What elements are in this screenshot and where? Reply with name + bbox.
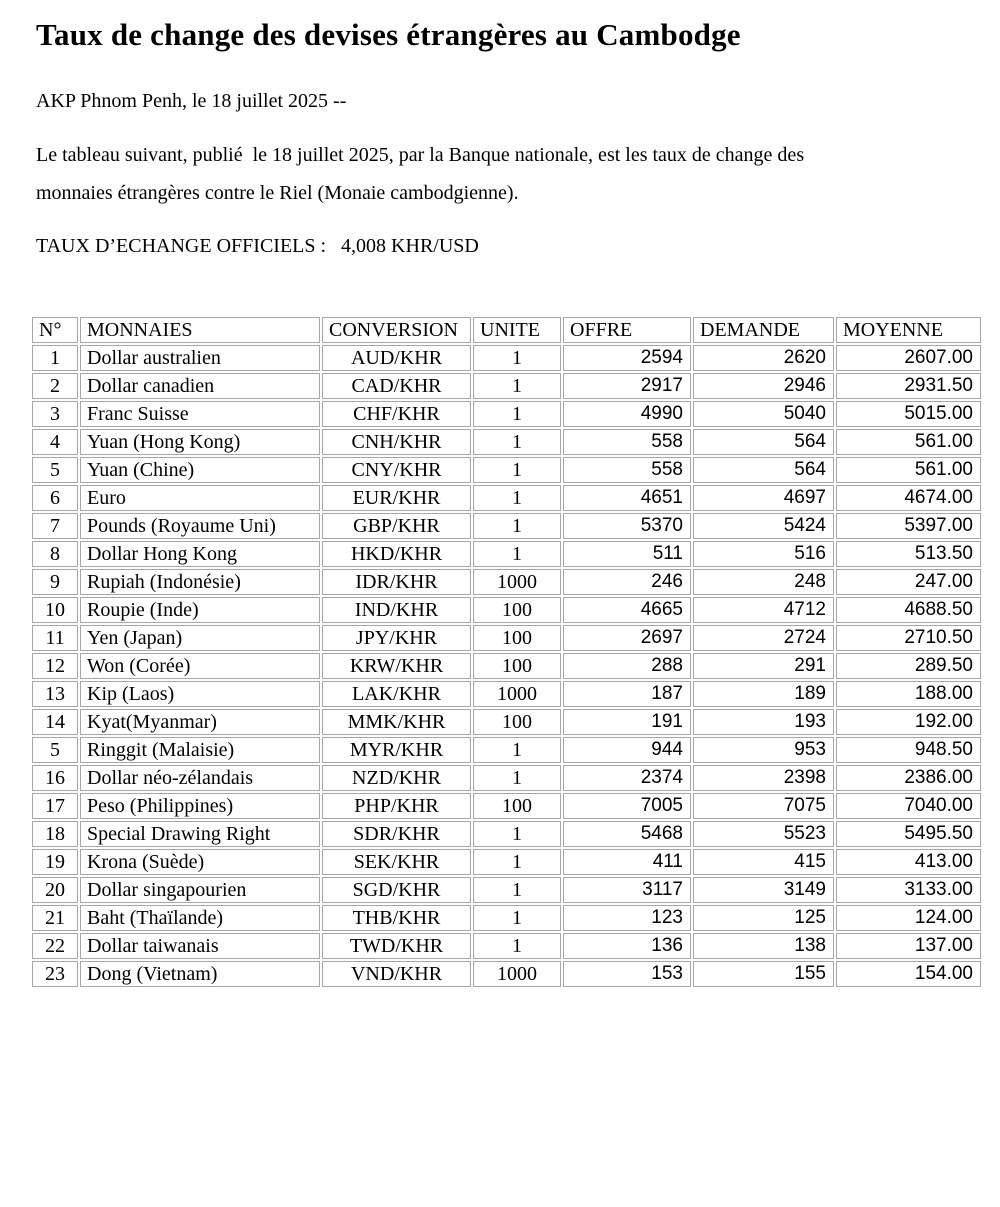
cell-average: 7040.00 <box>836 793 981 819</box>
cell-unit: 100 <box>473 709 561 735</box>
cell-conversion: CNH/KHR <box>322 429 471 455</box>
exchange-rates-table <box>30 315 983 989</box>
cell-offer: 2594 <box>563 345 691 371</box>
cell-average: 2607.00 <box>836 345 981 371</box>
cell-currency: Dollar néo-zélandais <box>80 765 320 791</box>
cell-currency: Dollar singapourien <box>80 877 320 903</box>
cell-currency: Ringgit (Malaisie) <box>80 737 320 763</box>
cell-conversion: SDR/KHR <box>322 821 471 847</box>
cell-demand: 5424 <box>693 513 834 539</box>
cell-no: 18 <box>32 821 78 847</box>
table-row <box>32 569 981 595</box>
cell-average: 5495.50 <box>836 821 981 847</box>
cell-unit: 1 <box>473 457 561 483</box>
cell-conversion: MMK/KHR <box>322 709 471 735</box>
cell-demand: 4712 <box>693 597 834 623</box>
cell-currency: Won (Corée) <box>80 653 320 679</box>
cell-no: 2 <box>32 373 78 399</box>
cell-offer: 7005 <box>563 793 691 819</box>
cell-demand: 564 <box>693 457 834 483</box>
table-row <box>32 821 981 847</box>
table-row <box>32 737 981 763</box>
cell-average: 137.00 <box>836 933 981 959</box>
table-row <box>32 625 981 651</box>
cell-offer: 187 <box>563 681 691 707</box>
table-row <box>32 429 981 455</box>
header-offer: OFFRE <box>563 317 691 343</box>
cell-offer: 5370 <box>563 513 691 539</box>
cell-conversion: GBP/KHR <box>322 513 471 539</box>
table-row <box>32 681 981 707</box>
cell-conversion: SGD/KHR <box>322 877 471 903</box>
cell-no: 5 <box>32 457 78 483</box>
cell-average: 561.00 <box>836 457 981 483</box>
cell-conversion: TWD/KHR <box>322 933 471 959</box>
header-average: MOYENNE <box>836 317 981 343</box>
cell-offer: 191 <box>563 709 691 735</box>
table-row <box>32 513 981 539</box>
table-row <box>32 401 981 427</box>
cell-demand: 248 <box>693 569 834 595</box>
cell-unit: 100 <box>473 625 561 651</box>
cell-currency: Baht (Thaïlande) <box>80 905 320 931</box>
cell-demand: 155 <box>693 961 834 987</box>
cell-no: 6 <box>32 485 78 511</box>
cell-no: 9 <box>32 569 78 595</box>
cell-currency: Dollar canadien <box>80 373 320 399</box>
cell-no: 23 <box>32 961 78 987</box>
cell-conversion: KRW/KHR <box>322 653 471 679</box>
cell-average: 4688.50 <box>836 597 981 623</box>
cell-average: 2386.00 <box>836 765 981 791</box>
cell-conversion: VND/KHR <box>322 961 471 987</box>
cell-average: 289.50 <box>836 653 981 679</box>
cell-demand: 2946 <box>693 373 834 399</box>
intro-paragraph <box>36 143 980 206</box>
cell-offer: 2697 <box>563 625 691 651</box>
cell-conversion: SEK/KHR <box>322 849 471 875</box>
table-row <box>32 653 981 679</box>
cell-demand: 2724 <box>693 625 834 651</box>
cell-offer: 136 <box>563 933 691 959</box>
cell-no: 21 <box>32 905 78 931</box>
table-row <box>32 849 981 875</box>
cell-unit: 1 <box>473 849 561 875</box>
cell-offer: 153 <box>563 961 691 987</box>
page-title: Taux de change des devises étrangères au Cambodge <box>36 17 741 52</box>
cell-unit: 100 <box>473 793 561 819</box>
cell-average: 5015.00 <box>836 401 981 427</box>
cell-currency: Krona (Suède) <box>80 849 320 875</box>
cell-demand: 138 <box>693 933 834 959</box>
cell-no: 20 <box>32 877 78 903</box>
cell-offer: 511 <box>563 541 691 567</box>
cell-demand: 4697 <box>693 485 834 511</box>
cell-offer: 5468 <box>563 821 691 847</box>
cell-conversion: NZD/KHR <box>322 765 471 791</box>
cell-demand: 2620 <box>693 345 834 371</box>
cell-offer: 123 <box>563 905 691 931</box>
cell-average: 2710.50 <box>836 625 981 651</box>
cell-currency: Yuan (Chine) <box>80 457 320 483</box>
intro-paragraph-line2: monnaies étrangères contre le Riel (Monaie cambodgienne). <box>36 182 519 204</box>
cell-average: 3133.00 <box>836 877 981 903</box>
cell-no: 7 <box>32 513 78 539</box>
cell-average: 188.00 <box>836 681 981 707</box>
cell-demand: 415 <box>693 849 834 875</box>
official-rate-line: TAUX D’ECHANGE OFFICIELS : 4,008 KHR/USD <box>36 235 479 257</box>
table-row <box>32 877 981 903</box>
cell-average: 561.00 <box>836 429 981 455</box>
table-row <box>32 457 981 483</box>
cell-conversion: CNY/KHR <box>322 457 471 483</box>
cell-conversion: PHP/KHR <box>322 793 471 819</box>
rates-table-body <box>32 345 981 987</box>
cell-unit: 1 <box>473 401 561 427</box>
cell-unit: 1 <box>473 821 561 847</box>
cell-unit: 1 <box>473 345 561 371</box>
cell-unit: 1 <box>473 429 561 455</box>
cell-unit: 1000 <box>473 569 561 595</box>
cell-conversion: CHF/KHR <box>322 401 471 427</box>
cell-average: 154.00 <box>836 961 981 987</box>
cell-currency: Kip (Laos) <box>80 681 320 707</box>
cell-currency: Yen (Japan) <box>80 625 320 651</box>
table-row <box>32 541 981 567</box>
header-demand: DEMANDE <box>693 317 834 343</box>
cell-conversion: CAD/KHR <box>322 373 471 399</box>
cell-unit: 1 <box>473 765 561 791</box>
cell-demand: 193 <box>693 709 834 735</box>
cell-currency: Yuan (Hong Kong) <box>80 429 320 455</box>
cell-unit: 1 <box>473 541 561 567</box>
cell-demand: 3149 <box>693 877 834 903</box>
cell-currency: Peso (Philippines) <box>80 793 320 819</box>
cell-offer: 4990 <box>563 401 691 427</box>
cell-currency: Kyat(Myanmar) <box>80 709 320 735</box>
cell-currency: Euro <box>80 485 320 511</box>
cell-no: 11 <box>32 625 78 651</box>
table-row <box>32 373 981 399</box>
cell-currency: Dollar australien <box>80 345 320 371</box>
cell-no: 8 <box>32 541 78 567</box>
cell-unit: 1 <box>473 905 561 931</box>
cell-conversion: AUD/KHR <box>322 345 471 371</box>
cell-demand: 5040 <box>693 401 834 427</box>
cell-offer: 558 <box>563 457 691 483</box>
intro-paragraph-line1: Le tableau suivant, publié le 18 juillet 2025, par la Banque nationale, est les taux de change des <box>36 144 805 166</box>
cell-conversion: MYR/KHR <box>322 737 471 763</box>
cell-average: 192.00 <box>836 709 981 735</box>
cell-no: 22 <box>32 933 78 959</box>
table-row <box>32 793 981 819</box>
cell-conversion: IND/KHR <box>322 597 471 623</box>
cell-unit: 1 <box>473 485 561 511</box>
cell-conversion: EUR/KHR <box>322 485 471 511</box>
cell-average: 2931.50 <box>836 373 981 399</box>
cell-no: 14 <box>32 709 78 735</box>
cell-average: 413.00 <box>836 849 981 875</box>
cell-average: 5397.00 <box>836 513 981 539</box>
cell-demand: 953 <box>693 737 834 763</box>
cell-offer: 2374 <box>563 765 691 791</box>
cell-currency: Franc Suisse <box>80 401 320 427</box>
cell-no: 4 <box>32 429 78 455</box>
header-no: N° <box>32 317 78 343</box>
cell-conversion: HKD/KHR <box>322 541 471 567</box>
cell-demand: 5523 <box>693 821 834 847</box>
cell-offer: 411 <box>563 849 691 875</box>
cell-demand: 189 <box>693 681 834 707</box>
cell-unit: 1 <box>473 373 561 399</box>
cell-no: 13 <box>32 681 78 707</box>
cell-currency: Dollar Hong Kong <box>80 541 320 567</box>
cell-offer: 944 <box>563 737 691 763</box>
cell-offer: 3117 <box>563 877 691 903</box>
cell-demand: 125 <box>693 905 834 931</box>
cell-conversion: LAK/KHR <box>322 681 471 707</box>
cell-currency: Dong (Vietnam) <box>80 961 320 987</box>
cell-average: 247.00 <box>836 569 981 595</box>
cell-no: 12 <box>32 653 78 679</box>
cell-average: 513.50 <box>836 541 981 567</box>
cell-offer: 288 <box>563 653 691 679</box>
cell-no: 17 <box>32 793 78 819</box>
cell-currency: Rupiah (Indonésie) <box>80 569 320 595</box>
table-row <box>32 933 981 959</box>
dateline: AKP Phnom Penh, le 18 juillet 2025 -- <box>36 90 347 112</box>
cell-demand: 564 <box>693 429 834 455</box>
cell-no: 5 <box>32 737 78 763</box>
cell-currency: Roupie (Inde) <box>80 597 320 623</box>
table-row <box>32 765 981 791</box>
cell-no: 16 <box>32 765 78 791</box>
cell-currency: Pounds (Royaume Uni) <box>80 513 320 539</box>
cell-demand: 516 <box>693 541 834 567</box>
cell-average: 124.00 <box>836 905 981 931</box>
cell-demand: 7075 <box>693 793 834 819</box>
cell-no: 3 <box>32 401 78 427</box>
table-row <box>32 345 981 371</box>
table-row <box>32 485 981 511</box>
cell-unit: 1000 <box>473 681 561 707</box>
cell-no: 1 <box>32 345 78 371</box>
cell-average: 948.50 <box>836 737 981 763</box>
cell-unit: 100 <box>473 653 561 679</box>
table-row <box>32 961 981 987</box>
cell-unit: 1 <box>473 513 561 539</box>
cell-offer: 2917 <box>563 373 691 399</box>
cell-no: 19 <box>32 849 78 875</box>
header-unit: UNITE <box>473 317 561 343</box>
cell-offer: 558 <box>563 429 691 455</box>
cell-currency: Dollar taiwanais <box>80 933 320 959</box>
cell-no: 10 <box>32 597 78 623</box>
cell-offer: 4651 <box>563 485 691 511</box>
cell-unit: 1000 <box>473 961 561 987</box>
header-conversion: CONVERSION <box>322 317 471 343</box>
table-row <box>32 597 981 623</box>
cell-demand: 2398 <box>693 765 834 791</box>
cell-offer: 246 <box>563 569 691 595</box>
cell-currency: Special Drawing Right <box>80 821 320 847</box>
cell-offer: 4665 <box>563 597 691 623</box>
header-currency: MONNAIES <box>80 317 320 343</box>
table-row <box>32 709 981 735</box>
cell-unit: 100 <box>473 597 561 623</box>
table-header-row <box>32 317 981 343</box>
cell-unit: 1 <box>473 933 561 959</box>
cell-average: 4674.00 <box>836 485 981 511</box>
cell-unit: 1 <box>473 877 561 903</box>
table-row <box>32 905 981 931</box>
cell-unit: 1 <box>473 737 561 763</box>
cell-demand: 291 <box>693 653 834 679</box>
cell-conversion: THB/KHR <box>322 905 471 931</box>
cell-conversion: JPY/KHR <box>322 625 471 651</box>
cell-conversion: IDR/KHR <box>322 569 471 595</box>
